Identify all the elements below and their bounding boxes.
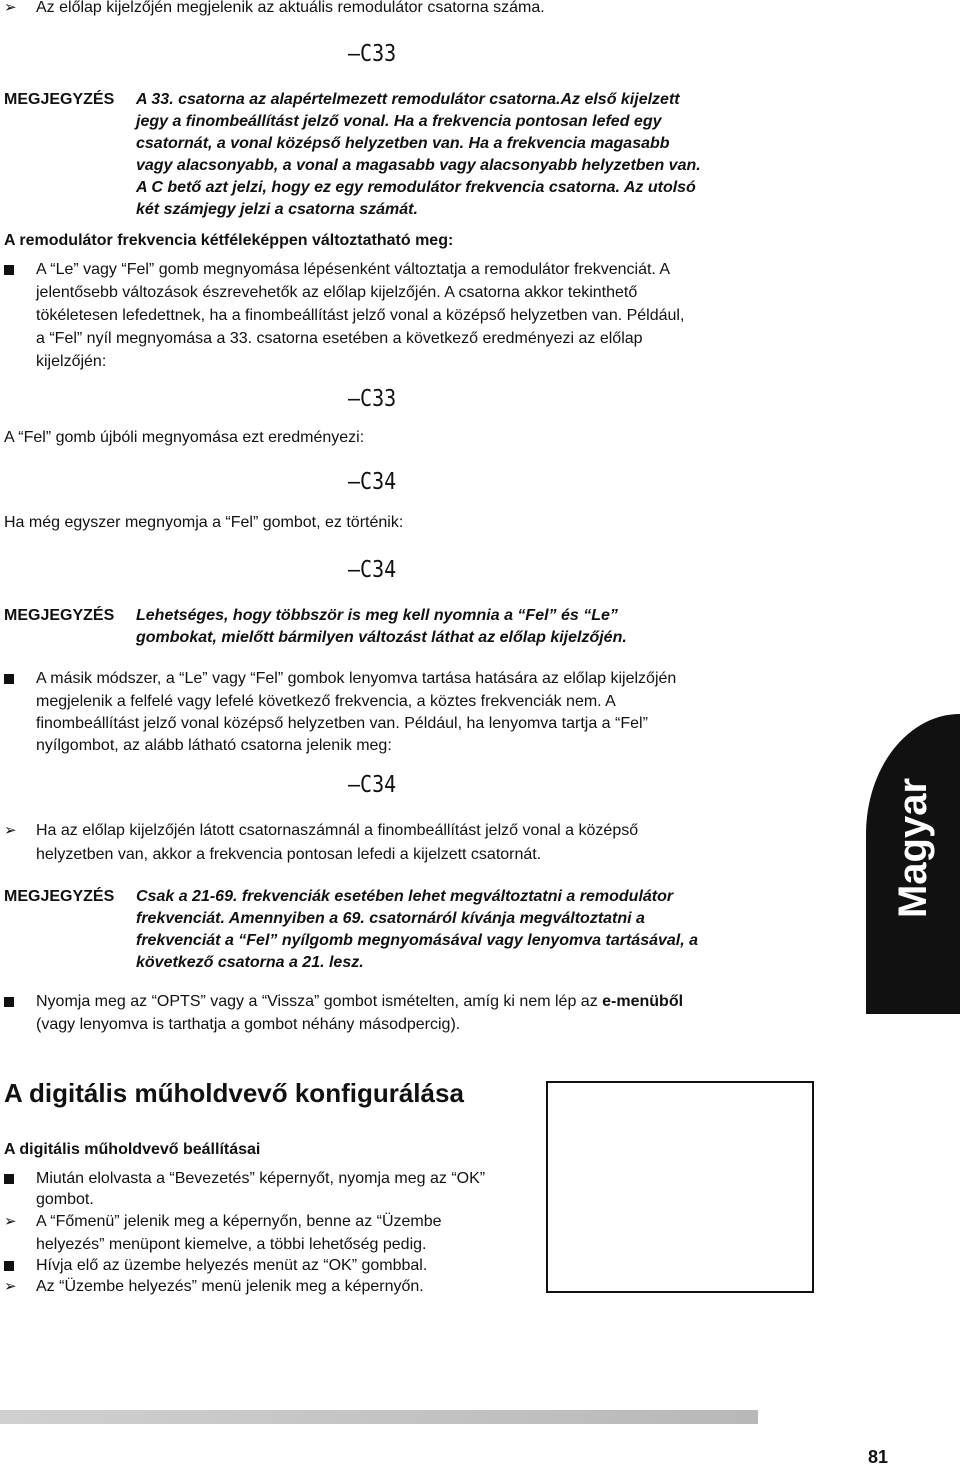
bullet2-line: A másik módszer, a “Le” vagy “Fel” gombok lenyomva tartása hatására az előlap kijelzőjén bbox=[36, 670, 677, 687]
subsection-title: A digitális műholdvevő beállításai bbox=[4, 1141, 261, 1158]
arrow-bullet-icon: ➢ bbox=[4, 1278, 17, 1295]
note-label-1: MEGJEGYZÉS bbox=[4, 91, 115, 108]
bullet1-line: kijelzőjén: bbox=[36, 353, 107, 370]
lcd-display-1: –C33 bbox=[348, 39, 397, 67]
step1-line: gombot. bbox=[36, 1191, 94, 1208]
note1-line: A C bető azt jelzi, hogy ez egy remodulátor frekvencia csatorna. Az utolsó bbox=[136, 179, 696, 196]
press-once-more-text: Ha még egyszer megnyomja a “Fel” gombot, ez történik: bbox=[4, 514, 404, 531]
square-bullet-icon bbox=[4, 997, 14, 1007]
press-again-text: A “Fel” gomb újbóli megnyomása ezt eredményezi: bbox=[4, 429, 365, 446]
note3-line: Csak a 21-69. frekvenciák esetében lehet megváltoztatni a remodulátor bbox=[136, 888, 674, 905]
note1-line: A 33. csatorna az alapértelmezett remodulátor csatorna.Az első kijelzett bbox=[136, 91, 680, 108]
bullet1-line: a “Fel” nyíl megnyomása a 33. csatorna esetében a következő eredményezi az előlap bbox=[36, 330, 643, 347]
arrow-bullet-icon: ➢ bbox=[4, 822, 17, 839]
lcd-display-3: –C34 bbox=[348, 467, 397, 495]
note2-line: Lehetséges, hogy többször is meg kell nyomnia a “Fel” és “Le” bbox=[136, 607, 618, 624]
step2-line: A “Főmenü” jelenik meg a képernyőn, benne az “Üzembe bbox=[36, 1213, 442, 1230]
bullet1-line: jelentősebb változások észrevehetők az előlap kijelzőjén. A csatorna akkor tekinthető bbox=[36, 284, 638, 301]
bullet3-line: (vagy lenyomva is tarthatja a gombot néhány másodpercig). bbox=[36, 1016, 461, 1033]
lead-text: A remodulátor frekvencia kétféleképpen változtatható meg: bbox=[4, 232, 454, 249]
page-number: 81 bbox=[867, 1447, 888, 1467]
lcd-display-4: –C34 bbox=[348, 555, 397, 583]
square-bullet-icon bbox=[4, 1174, 14, 1184]
square-bullet-icon bbox=[4, 265, 14, 275]
bullet2-line: nyílgombot, az alább látható csatorna jelenik meg: bbox=[36, 737, 392, 754]
note3-line: frekvenciát. Amennyiben a 69. csatornáról kívánja megváltoztatni a bbox=[136, 910, 645, 927]
step2-line: helyezés” menüpont kiemelve, a többi lehetőség pedig. bbox=[36, 1236, 427, 1253]
note1-line: csatornát, a vonal középső helyzetben van. Ha a frekvencia magasabb bbox=[136, 135, 670, 152]
intro-text: Az előlap kijelzőjén megjelenik az aktuális remodulátor csatorna száma. bbox=[36, 0, 545, 16]
square-bullet-icon bbox=[4, 1261, 14, 1271]
note1-line: vagy alacsonyabb, a vonal a magasabb vagy alacsonyabb helyzetben van. bbox=[136, 157, 701, 174]
note2-line: gombokat, mielőtt bármilyen változást láthat az előlap kijelzőjén. bbox=[136, 629, 627, 646]
bullet3-text: Nyomja meg az “OPTS” vagy a “Vissza” gombot ismételten, amíg ki nem lép az bbox=[36, 993, 603, 1010]
footer-bar bbox=[0, 1410, 758, 1424]
bullet3-line bbox=[36, 992, 683, 1012]
step4-line: Az “Üzembe helyezés” menü jelenik meg a képernyőn. bbox=[36, 1278, 424, 1295]
lcd-display-2: –C33 bbox=[348, 384, 397, 412]
bullet2-line: megjelenik a felfelé vagy lefelé következő frekvencia, a köztes frekvenciák nem. A bbox=[36, 693, 616, 710]
lcd-display-5: –C34 bbox=[348, 770, 397, 798]
arrow2-line: helyzetben van, akkor a frekvencia pontosan lefedi a kijelzett csatornát. bbox=[36, 846, 542, 863]
arrow-bullet-icon: ➢ bbox=[4, 0, 17, 16]
step1-line: Miután elolvasta a “Bevezetés” képernyőt, nyomja meg az “OK” bbox=[36, 1170, 486, 1187]
arrow2-line: Ha az előlap kijelzőjén látott csatornaszámnál a finombeállítást jelző vonal a középső bbox=[36, 822, 639, 839]
arrow-bullet-icon: ➢ bbox=[4, 1213, 17, 1230]
bullet1-line: A “Le” vagy “Fel” gomb megnyomása lépésenként változtatja a remodulátor frekvenciát. A bbox=[36, 261, 671, 278]
square-bullet-icon bbox=[4, 674, 14, 684]
screen-image-frame bbox=[546, 1081, 814, 1293]
step3-line: Hívja elő az üzembe helyezés menüt az “OK” gombbal. bbox=[36, 1257, 428, 1274]
note-label-2: MEGJEGYZÉS bbox=[4, 607, 115, 624]
note-label-3: MEGJEGYZÉS bbox=[4, 888, 115, 905]
section-title: A digitális műholdvevő konfigurálása bbox=[4, 1078, 464, 1108]
bullet2-line: finombeállítást jelző vonal középső helyzetben van. Például, ha lenyomva tartja a “Fel” bbox=[36, 715, 648, 732]
note3-line: frekvenciát a “Fel” nyílgomb megnyomásával vagy lenyomva tartásával, a bbox=[136, 932, 699, 949]
note1-line: két számjegy jelzi a csatorna számát. bbox=[136, 201, 418, 218]
bullet3-emphasis: e-menüből bbox=[602, 993, 684, 1010]
bullet1-line: tökéletesen lefedettnek, ha a finombeállítást jelző vonal a középső helyzetben van. Például, bbox=[36, 307, 685, 324]
note1-line: jegy a finombeállítást jelző vonal. Ha a frekvencia pontosan lefed egy bbox=[136, 113, 662, 130]
note3-line: következő csatorna a 21. lesz. bbox=[136, 954, 364, 971]
language-side-tab-label: Magyar bbox=[891, 777, 935, 919]
